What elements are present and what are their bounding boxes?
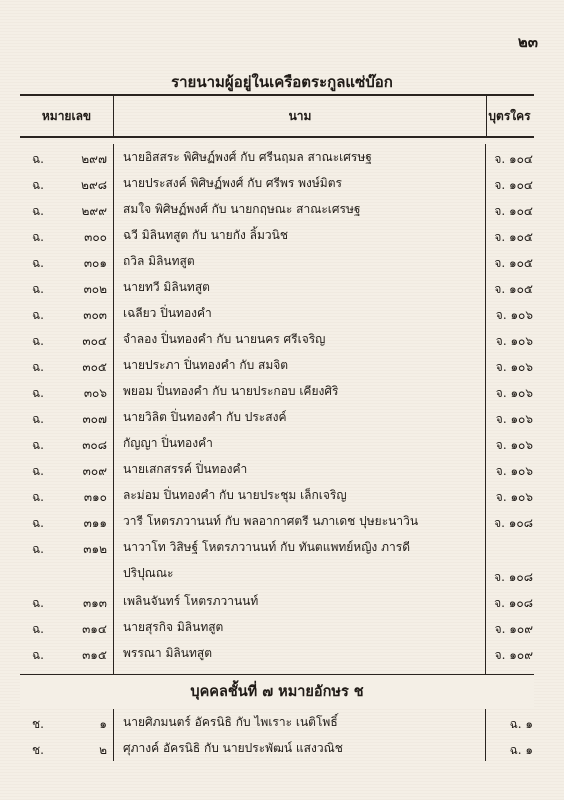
row-prefix: ฉ. — [32, 516, 44, 530]
row-parent-ref: ฉ. ๑ — [509, 743, 533, 757]
row-prefix: ฉ. — [32, 542, 44, 556]
row-number: ๓๐๒ — [83, 282, 107, 296]
row-number: ๓๑๔ — [82, 622, 107, 636]
row-name: นายทวี มิลินทสูต — [123, 280, 210, 294]
table-row — [20, 588, 534, 614]
row-name-continued: ปริปุณณะ — [123, 566, 174, 580]
row-number: ๓๐๕ — [82, 360, 107, 374]
row-parent-ref: จ. ๑๐๕ — [494, 256, 533, 270]
row-parent-ref: จ. ๑๐๕ — [494, 230, 533, 244]
row-parent-ref: จ. ๑๐๖ — [495, 308, 533, 322]
table-row — [20, 709, 534, 735]
table-row — [20, 222, 534, 248]
row-prefix: ฉ. — [32, 360, 44, 374]
row-prefix: ฉ. — [32, 438, 44, 452]
row-name: พยอม ปิ่นทองคำ กับ นายประกอบ เคียงศิริ — [123, 384, 339, 398]
row-prefix: ช. — [32, 743, 44, 757]
row-parent-ref: จ. ๑๐๖ — [495, 412, 533, 426]
row-number: ๓๐๖ — [83, 386, 107, 400]
table-row — [20, 326, 534, 352]
table-row — [20, 456, 534, 482]
row-prefix: ช. — [32, 717, 44, 731]
row-name: นายประสงค์ พิศิษฏ์พงศ์ กับ ศรีพร พงษ์มิตร — [123, 176, 342, 190]
header-id: หมายเลข — [41, 109, 92, 123]
row-parent-ref: จ. ๑๐๙ — [494, 648, 533, 662]
section-heading: บุคคลชั้นที่ ๗ หมายอักษร ช — [20, 674, 534, 709]
row-name: นายศิภมนตร์ อัครนิธิ กับ ไพเราะ เนติโพธิ์ — [123, 715, 338, 729]
table-row — [20, 248, 534, 274]
row-number: ๒๙๙ — [81, 204, 107, 218]
row-parent-ref: จ. ๑๐๔ — [494, 178, 533, 192]
row-name: เพลินจันทร์ โหตรภวานนท์ — [123, 594, 259, 608]
row-parent-ref: จ. ๑๐๙ — [494, 622, 533, 636]
row-name: เฉลียว ปิ่นทองคำ — [123, 306, 212, 320]
row-parent-ref: จ. ๑๐๔ — [494, 204, 533, 218]
row-name: กัญญา ปิ่นทองคำ — [123, 436, 213, 450]
row-name: นายสุรกิจ มิลินทสูต — [123, 620, 224, 634]
row-name: นายอิสสระ พิศิษฏ์พงศ์ กับ ศรีนฤมล สาณะเศรษฐ — [123, 150, 372, 164]
row-name: สมใจ พิศิษฏ์พงศ์ กับ นายกฤษณะ สาณะเศรษฐ — [123, 202, 361, 216]
row-parent-ref: จ. ๑๐๘ — [494, 516, 533, 530]
table-row — [20, 430, 534, 456]
row-name: นาวาโท วิสิษฐ์ โหตรภวานนท์ กับ ทันตแพทย์หญิง ภารดี — [123, 540, 410, 554]
row-name: ละม่อม ปิ่นทองคำ กับ นายประชุม เล็กเจริญ — [123, 488, 347, 502]
table-row — [20, 300, 534, 326]
row-number: ๒ — [99, 743, 107, 757]
row-prefix: ฉ. — [32, 648, 44, 662]
row-parent-ref: จ. ๑๐๖ — [495, 386, 533, 400]
row-number: ๓๑๒ — [83, 542, 107, 556]
table-row — [20, 352, 534, 378]
page-number: ๒๓ — [517, 33, 538, 51]
table-row — [20, 196, 534, 222]
row-parent-ref: จ. ๑๐๖ — [495, 490, 533, 504]
row-prefix: ฉ. — [32, 152, 44, 166]
row-prefix: ฉ. — [32, 308, 44, 322]
row-number: ๓๐๔ — [82, 334, 107, 348]
table-header — [20, 94, 534, 138]
table-body — [20, 144, 534, 761]
row-parent-ref: ฉ. ๑ — [509, 717, 533, 731]
table-row — [20, 508, 534, 534]
row-name: นายวิลิต ปิ่นทองคำ กับ ประสงค์ — [123, 410, 287, 424]
table-row — [20, 614, 534, 640]
row-prefix: ฉ. — [32, 622, 44, 636]
row-number: ๑ — [99, 717, 107, 731]
row-prefix: ฉ. — [32, 386, 44, 400]
row-prefix: ฉ. — [32, 596, 44, 610]
header-ref: บุตรใคร — [488, 109, 531, 123]
row-parent-ref: จ. ๑๐๖ — [495, 438, 533, 452]
row-number: ๒๙๗ — [81, 152, 107, 166]
row-name: นายประภา ปิ่นทองคำ กับ สมจิต — [123, 358, 289, 372]
row-parent-ref: จ. ๑๐๕ — [494, 282, 533, 296]
table-row — [20, 534, 534, 588]
row-number: ๓๑๑ — [83, 516, 107, 530]
table-row — [20, 482, 534, 508]
row-name: พรรณา มิลินทสูต — [123, 646, 212, 660]
row-number: ๓๑๕ — [82, 648, 107, 662]
row-prefix: ฉ. — [32, 412, 44, 426]
row-prefix: ฉ. — [32, 178, 44, 192]
table-row — [20, 144, 534, 170]
page-title: รายนามผู้อยู่ในเครือตระกูลแซ่บ๊อก — [171, 73, 393, 91]
row-name: ศุภางค์ อัครนิธิ กับ นายประพัฒน์ แสงวณิช — [123, 741, 343, 755]
table-row — [20, 378, 534, 404]
genealogy-table — [20, 94, 534, 761]
row-name: วารี โหตรภวานนท์ กับ พลอากาศตรี นภาเดช ปุษยะนาวิน — [123, 514, 419, 528]
row-prefix: ฉ. — [32, 230, 44, 244]
table-row — [20, 640, 534, 666]
row-number: ๓๐๗ — [82, 412, 107, 426]
row-parent-ref: จ. ๑๐๖ — [495, 464, 533, 478]
row-parent-ref: จ. ๑๐๔ — [494, 152, 533, 166]
row-number: ๓๑๓ — [82, 596, 107, 610]
row-prefix: ฉ. — [32, 204, 44, 218]
row-number: ๒๙๘ — [81, 178, 107, 192]
row-number: ๓๑๐ — [83, 490, 107, 504]
row-number: ๓๐๑ — [83, 256, 107, 270]
row-parent-ref: จ. ๑๐๖ — [495, 334, 533, 348]
row-prefix: ฉ. — [32, 256, 44, 270]
row-name: จำลอง ปิ่นทองคำ กับ นายนคร ศรีเจริญ — [123, 332, 326, 346]
header-name: นาม — [113, 96, 487, 136]
row-name: นายเสกสรรค์ ปิ่นทองคำ — [123, 462, 248, 476]
table-row — [20, 404, 534, 430]
row-name: ฉวี มิลินทสูต กับ นายกัง ลิ้มวนิช — [123, 228, 288, 242]
row-number: ๓๐๘ — [82, 438, 107, 452]
table-row — [20, 735, 534, 761]
row-number: ๓๐๓ — [83, 308, 107, 322]
row-number: ๓๐๐ — [84, 230, 107, 244]
row-parent-ref: จ. ๑๐๘ — [494, 596, 533, 610]
table-row — [20, 170, 534, 196]
row-parent-ref: จ. ๑๐๘ — [494, 570, 533, 584]
row-prefix: ฉ. — [32, 464, 44, 478]
row-number: ๓๐๙ — [82, 464, 107, 478]
row-prefix: ฉ. — [32, 282, 44, 296]
row-prefix: ฉ. — [32, 334, 44, 348]
row-parent-ref: จ. ๑๐๖ — [495, 360, 533, 374]
row-name: ถวิล มิลินทสูต — [123, 254, 195, 268]
row-prefix: ฉ. — [32, 490, 44, 504]
table-row — [20, 274, 534, 300]
